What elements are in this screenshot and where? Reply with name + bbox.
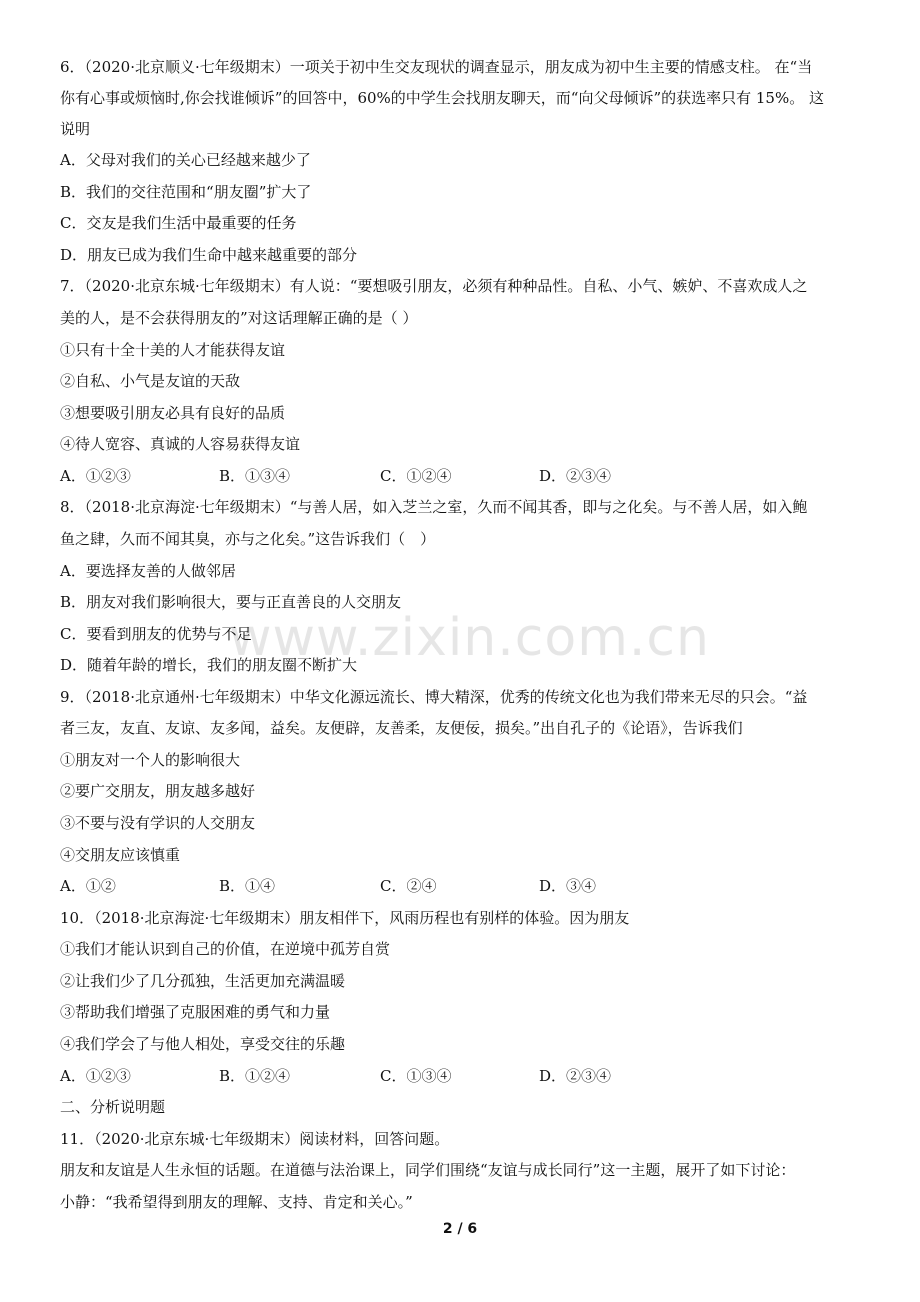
page-number: 2 / 6 [442, 1221, 478, 1237]
q6-stem-line-3: 说明 [60, 120, 91, 138]
q11-stem: 11．（2020·北京东城·七年级期末）阅读材料，回答问题。 [60, 1130, 450, 1148]
q7-option-d: D．②③④ [539, 467, 612, 485]
q7-option-b: B．①③④ [219, 467, 291, 485]
q6-option-b: B．我们的交往范围和“朋友圈”扩大了 [60, 183, 312, 201]
q6-stem-line-1: 6．（2020·北京顺义·七年级期末）一项关于初中生交友现状的调查显示，朋友成为初中生主要的情感支柱。 在“当 [60, 58, 813, 76]
q9-stem-line-2: 者三友，友直、友谅、友多闻，益矣。友便辟，友善柔，友便佞，损矣。”出自孔子的《论语》，告诉我们 [60, 719, 743, 737]
q7-options [60, 466, 860, 486]
q9-option-a: A．①② [60, 877, 116, 895]
watermark: www.zixin.com.cn [229, 608, 710, 668]
q7-stem-line-2: 美的人，是不会获得朋友的”对这话理解正确的是（ ） [60, 309, 418, 327]
q9-options [60, 876, 860, 896]
q10-option-b: B．①②④ [219, 1067, 291, 1085]
q9-statement-2: ②要广交朋友，朋友越多越好 [60, 782, 256, 800]
q9-statement-4: ④交朋友应该慎重 [60, 846, 181, 864]
q7-option-c: C．①②④ [380, 467, 452, 485]
q7-statement-1: ①只有十全十美的人才能获得友谊 [60, 341, 286, 359]
q6-option-c: C．交友是我们生活中最重要的任务 [60, 214, 297, 232]
q11-material-line-2: 小静：“我希望得到朋友的理解、支持、肯定和关心。” [60, 1193, 413, 1211]
q8-option-a: A．要选择友善的人做邻居 [60, 562, 236, 580]
q7-stem-line-1: 7．（2020·北京东城·七年级期末）有人说：“要想吸引朋友，必须有种种品性。自私、小气、嫉妒、不喜欢成人之 [60, 277, 808, 295]
q9-statement-3: ③不要与没有学识的人交朋友 [60, 814, 256, 832]
q10-stem: 10．（2018·北京海淀·七年级期末）朋友相伴下，风雨历程也有别样的体验。因为朋友 [60, 909, 630, 927]
q10-statement-3: ③帮助我们增强了克服困难的勇气和力量 [60, 1003, 331, 1021]
q10-option-d: D．②③④ [539, 1067, 612, 1085]
q10-option-a: A．①②③ [60, 1067, 131, 1085]
section-heading: 二、分析说明题 [60, 1098, 166, 1116]
q8-stem-line-2: 鱼之肆，久而不闻其臭，亦与之化矣。”这告诉我们（ ） [60, 530, 436, 548]
q6-option-d: D．朋友已成为我们生命中越来越重要的部分 [60, 246, 358, 264]
q10-options [60, 1066, 860, 1086]
q8-stem-line-1: 8．（2018·北京海淀·七年级期末）“与善人居，如入芝兰之室，久而不闻其香，即与之化矣。与不善人居，如入鲍 [60, 498, 808, 516]
q10-option-c: C．①③④ [380, 1067, 452, 1085]
q11-material-line-1: 朋友和友谊是人生永恒的话题。在道德与法治课上，同学们围绕“友谊与成长同行”这一主题，展开了如下讨论： [60, 1161, 796, 1179]
q10-statement-1: ①我们才能认识到自己的价值，在逆境中孤芳自赏 [60, 940, 391, 958]
q9-option-b: B．①④ [219, 877, 276, 895]
q9-option-d: D．③④ [539, 877, 597, 895]
q9-stem-line-1: 9．（2018·北京通州·七年级期末）中华文化源远流长、博大精深，优秀的传统文化也为我们带来无尽的只会。“益 [60, 688, 808, 706]
q9-statement-1: ①朋友对一个人的影响很大 [60, 751, 241, 769]
q7-statement-2: ②自私、小气是友谊的天敌 [60, 372, 241, 390]
q7-statement-4: ④待人宽容、真诚的人容易获得友谊 [60, 435, 301, 453]
q6-stem-line-2: 你有心事或烦恼时,你会找谁倾诉”的回答中，60%的中学生会找朋友聊天，而“向父母倾诉”的获选率只有 15%。 这 [60, 89, 824, 107]
q10-statement-4: ④我们学会了与他人相处，享受交往的乐趣 [60, 1035, 346, 1053]
q8-option-b: B．朋友对我们影响很大，要与正直善良的人交朋友 [60, 593, 402, 611]
q7-option-a: A．①②③ [60, 467, 131, 485]
q6-option-a: A．父母对我们的关心已经越来越少了 [60, 151, 311, 169]
q8-option-d: D．随着年龄的增长，我们的朋友圈不断扩大 [60, 656, 358, 674]
q10-statement-2: ②让我们少了几分孤独，生活更加充满温暖 [60, 972, 346, 990]
q9-option-c: C．②④ [380, 877, 437, 895]
q8-option-c: C．要看到朋友的优势与不足 [60, 625, 252, 643]
q7-statement-3: ③想要吸引朋友必具有良好的品质 [60, 404, 286, 422]
